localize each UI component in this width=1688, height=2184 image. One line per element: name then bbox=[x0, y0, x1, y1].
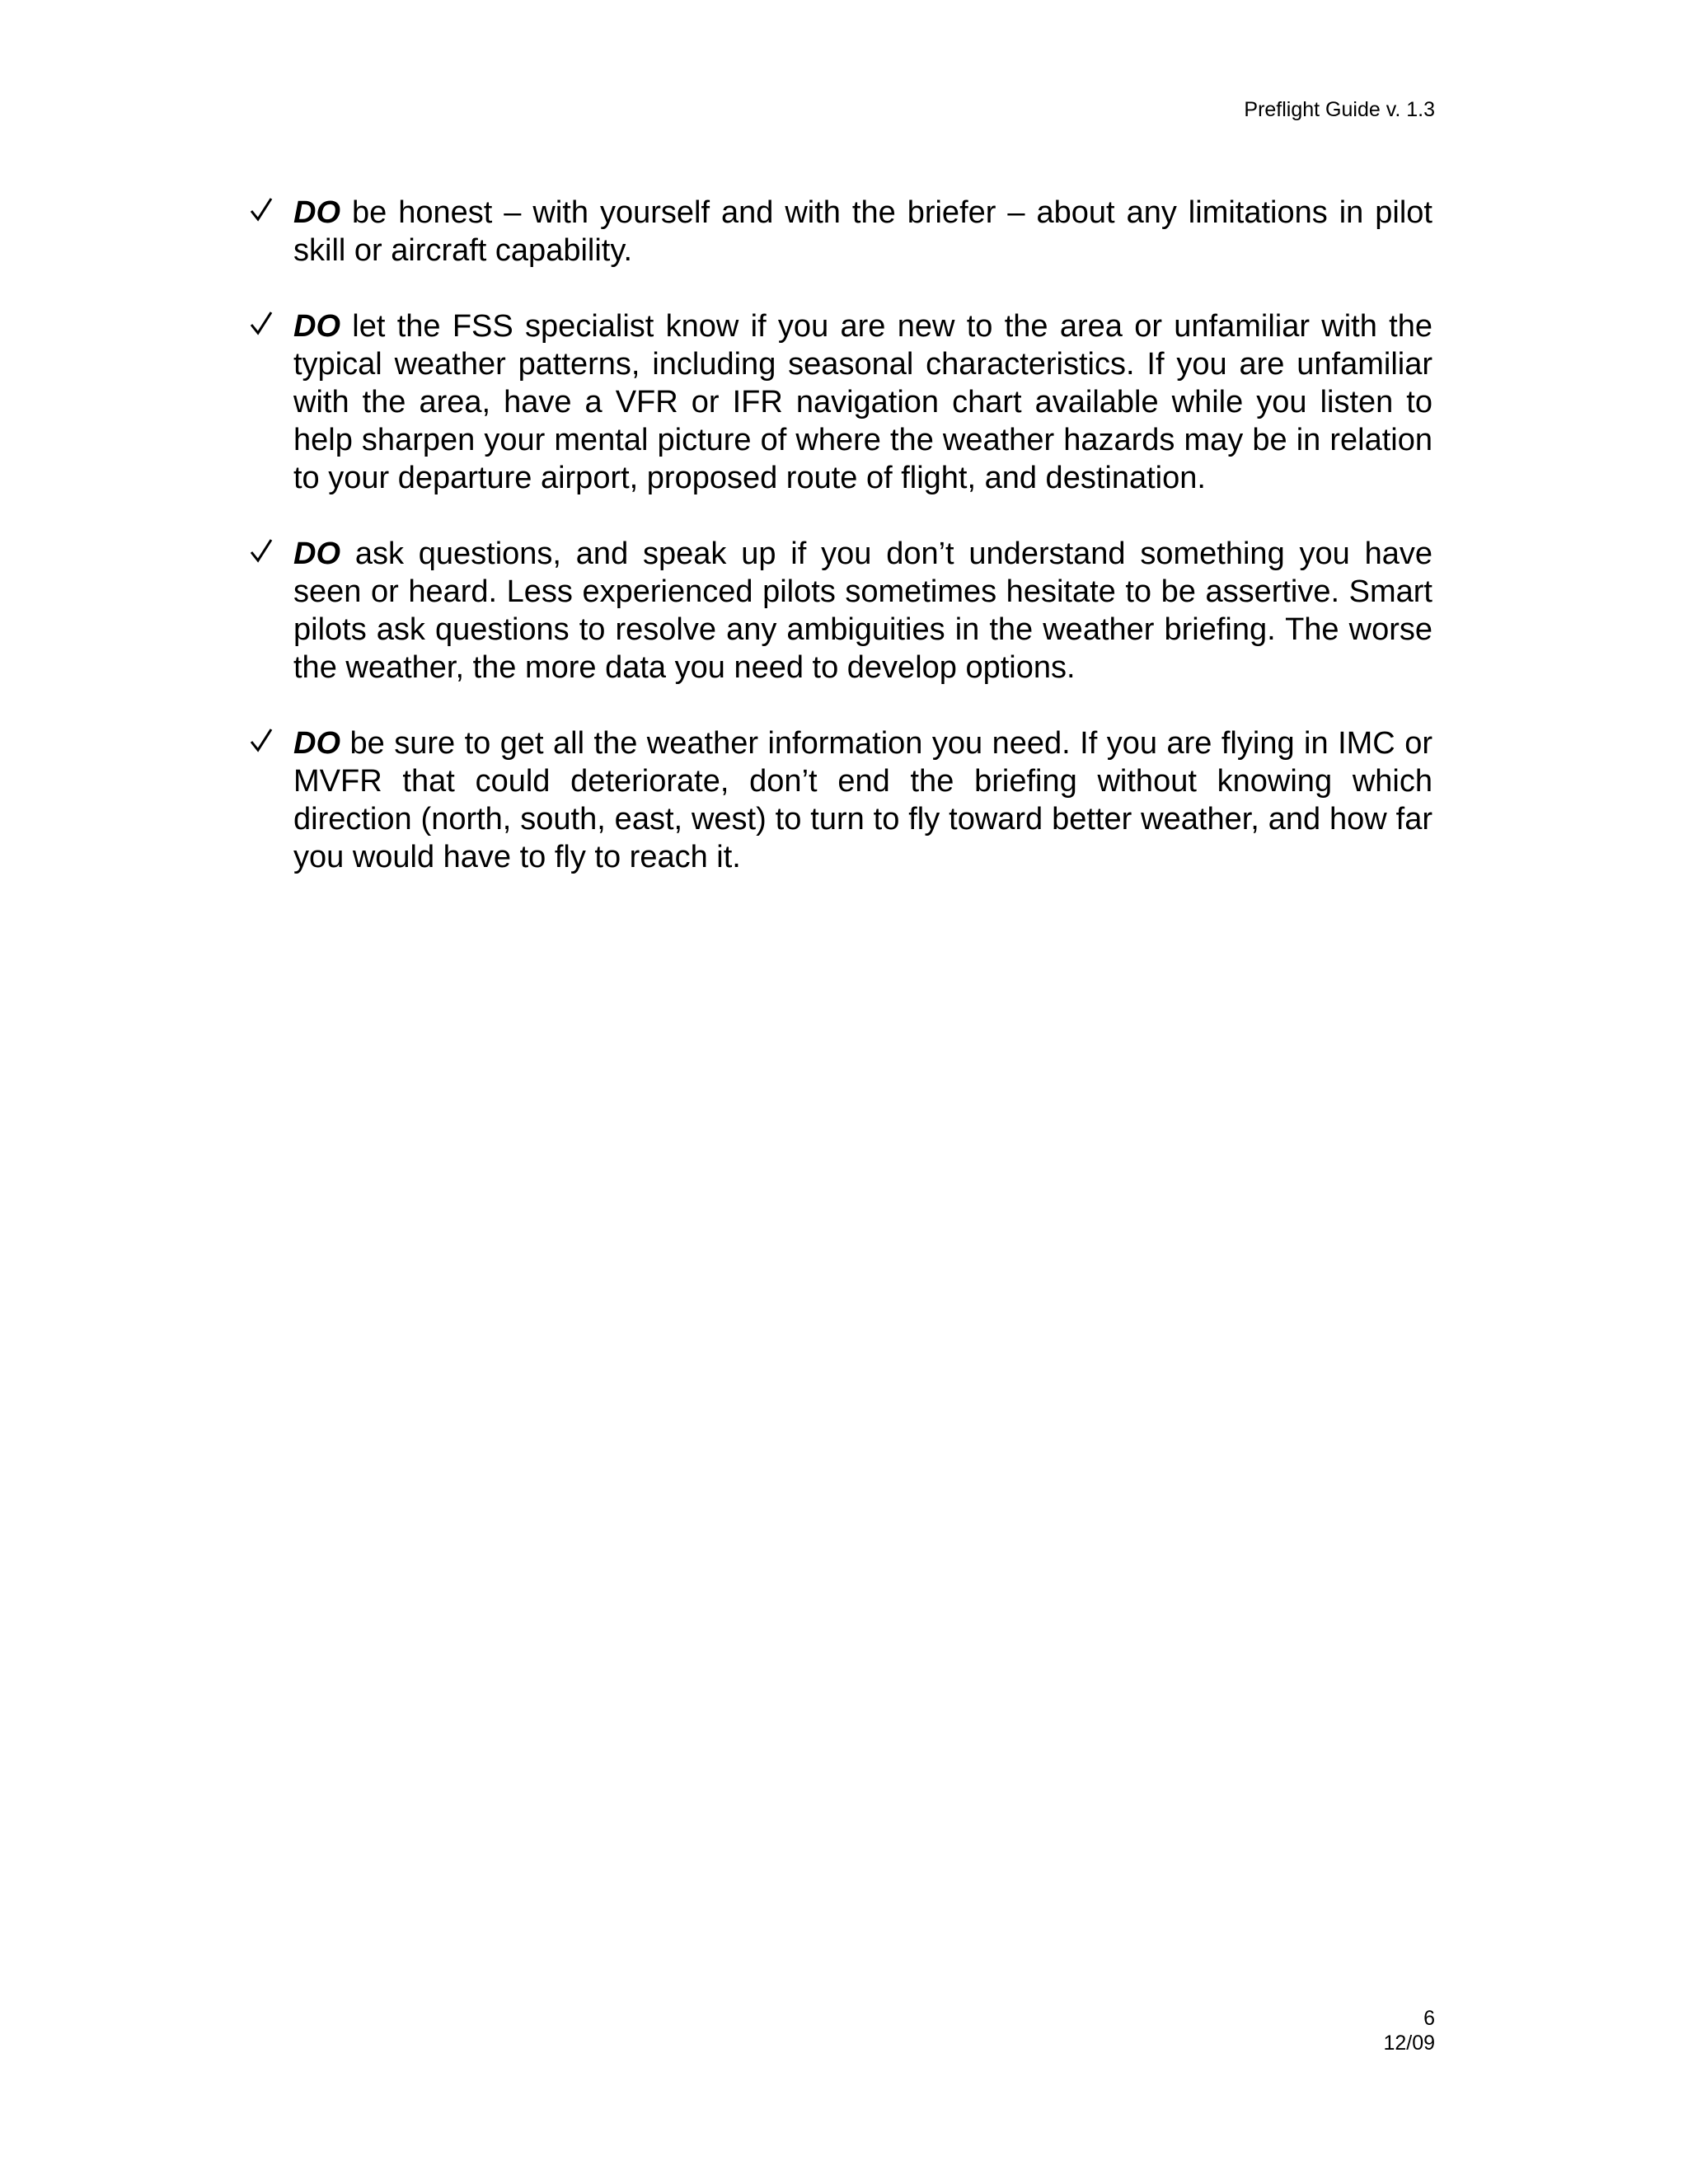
checkmark-icon bbox=[249, 195, 274, 223]
checklist-item-text bbox=[293, 194, 1432, 269]
checklist-item bbox=[293, 535, 1432, 687]
page-number: 6 bbox=[1423, 2007, 1435, 2030]
checkmark-icon bbox=[249, 309, 274, 337]
footer-date: 12/09 bbox=[1383, 2032, 1435, 2055]
checklist-item-body: be sure to get all the weather information you need. If you are flying in IMC or MVFR that could deteriorate, don’t end the briefing without knowing which direction (north, south, east, west) to turn to fly toward better weather, and how far you would have to fly to reach it. bbox=[293, 726, 1432, 874]
checklist-item-keyword: DO bbox=[293, 309, 340, 344]
document-header: Preflight Guide v. 1.3 bbox=[1244, 98, 1435, 121]
checklist-item-body: ask questions, and speak up if you don’t understand something you have seen or heard. Less experienced pilots sometimes hesitate to be assertive. Smart pilots ask questions to resolve any ambiguities in the weather briefing. The worse the weather, the more data you need to develop options. bbox=[293, 537, 1432, 685]
checkmark-icon bbox=[249, 537, 274, 565]
checklist-item-keyword: DO bbox=[293, 726, 340, 761]
checkmark-icon bbox=[249, 726, 274, 754]
checklist-item-text bbox=[293, 535, 1432, 687]
page-footer bbox=[1383, 2006, 1435, 2055]
checklist-item-body: be honest – with yourself and with the briefer – about any limitations in pilot skill or aircraft capability. bbox=[293, 195, 1432, 268]
checklist-item-text bbox=[293, 307, 1432, 497]
checklist-item bbox=[293, 307, 1432, 497]
checklist-item-keyword: DO bbox=[293, 537, 340, 571]
checklist-item bbox=[293, 724, 1432, 876]
checklist-item bbox=[293, 194, 1432, 269]
checklist-item-keyword: DO bbox=[293, 195, 340, 230]
checklist bbox=[293, 194, 1432, 914]
checklist-item-body: let the FSS specialist know if you are new to the area or unfamiliar with the typical weather patterns, including seasonal characteristics. If you are unfamiliar with the area, have a VFR or IFR navigation chart available while you listen to help sharpen your mental picture of where the weather hazards may be in relation to your departure airport, proposed route of flight, and destination. bbox=[293, 309, 1432, 495]
checklist-item-text bbox=[293, 724, 1432, 876]
